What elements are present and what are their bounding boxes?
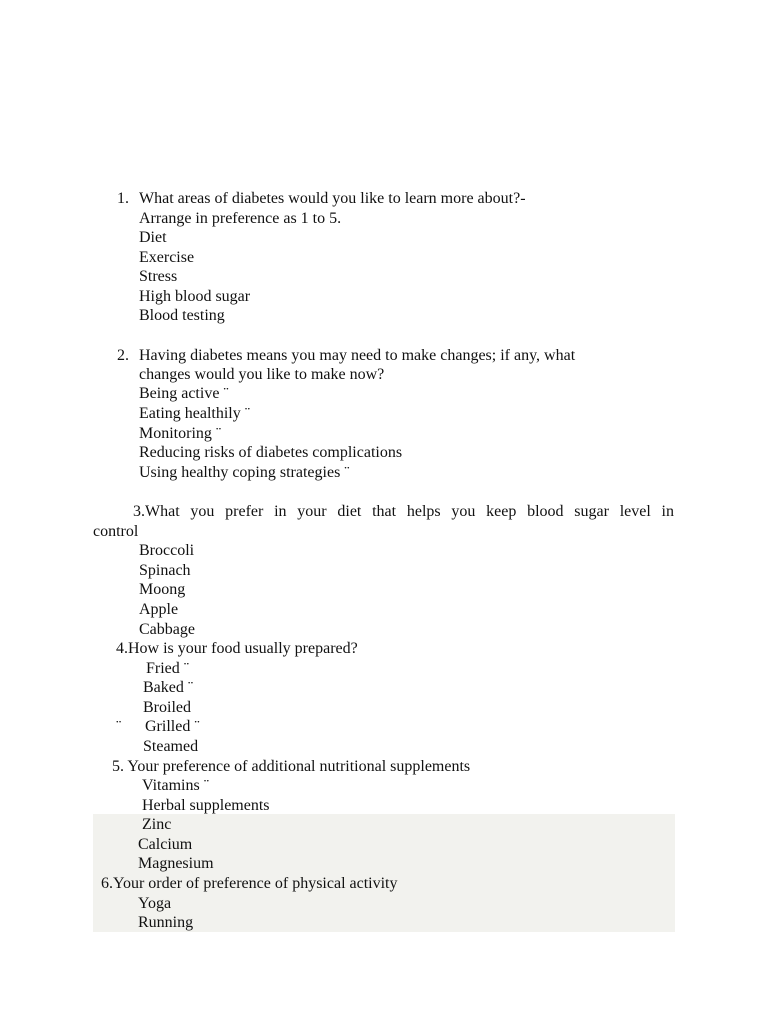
q3-option: Broccoli — [139, 542, 195, 559]
q1-option: High blood sugar — [139, 288, 251, 305]
q5-option: Calcium — [138, 836, 193, 853]
q5-option: Magnesium — [138, 855, 214, 872]
q3-question-line1: 3.What you prefer in your diet that helps you keep blood sugar level in — [133, 503, 674, 520]
q2-option: Reducing risks of diabetes complications — [139, 444, 403, 461]
q4-question: 4.How is your food usually prepared? — [116, 640, 358, 657]
q4-stray-mark: ¨ — [116, 718, 122, 735]
q6-option: Running — [138, 914, 194, 931]
q5-option: Herbal supplements — [142, 797, 270, 814]
q3-question-line2: control — [93, 523, 139, 540]
q1-number: 1. — [117, 190, 129, 207]
q2-option: Being active ¨ — [139, 385, 229, 402]
q4-option: Fried ¨ — [146, 660, 190, 677]
q3-option: Spinach — [139, 562, 191, 579]
q1-question: What areas of diabetes would you like to learn more about?- — [139, 190, 526, 207]
q6-question: 6.Your order of preference of physical activity — [101, 875, 398, 892]
q3-option: Cabbage — [139, 621, 195, 638]
q5-option: Zinc — [142, 816, 172, 833]
q6-option: Yoga — [138, 895, 172, 912]
q1-option: Blood testing — [139, 307, 225, 324]
q4-option: Baked ¨ — [143, 679, 194, 696]
q2-option: Monitoring ¨ — [139, 425, 222, 442]
q2-option: Eating healthily ¨ — [139, 405, 251, 422]
q2-question-line1: Having diabetes means you may need to make changes; if any, what — [139, 347, 576, 364]
q2-question-line2: changes would you like to make now? — [139, 366, 385, 383]
q1-option: Exercise — [139, 249, 195, 266]
q5-option: Vitamins ¨ — [142, 777, 210, 794]
q1-option: Diet — [139, 229, 167, 246]
q2-option: Using healthy coping strategies ¨ — [139, 464, 350, 481]
q1-instruction: Arrange in preference as 1 to 5. — [139, 210, 342, 227]
q3-option: Moong — [139, 581, 186, 598]
q2-number: 2. — [117, 347, 129, 364]
q4-option: Grilled ¨ — [145, 718, 200, 735]
q3-option: Apple — [139, 601, 179, 618]
q5-question: 5. Your preference of additional nutritional supplements — [112, 758, 471, 775]
q1-option: Stress — [139, 268, 178, 285]
q4-option: Steamed — [143, 738, 199, 755]
q4-option: Broiled — [143, 699, 191, 716]
